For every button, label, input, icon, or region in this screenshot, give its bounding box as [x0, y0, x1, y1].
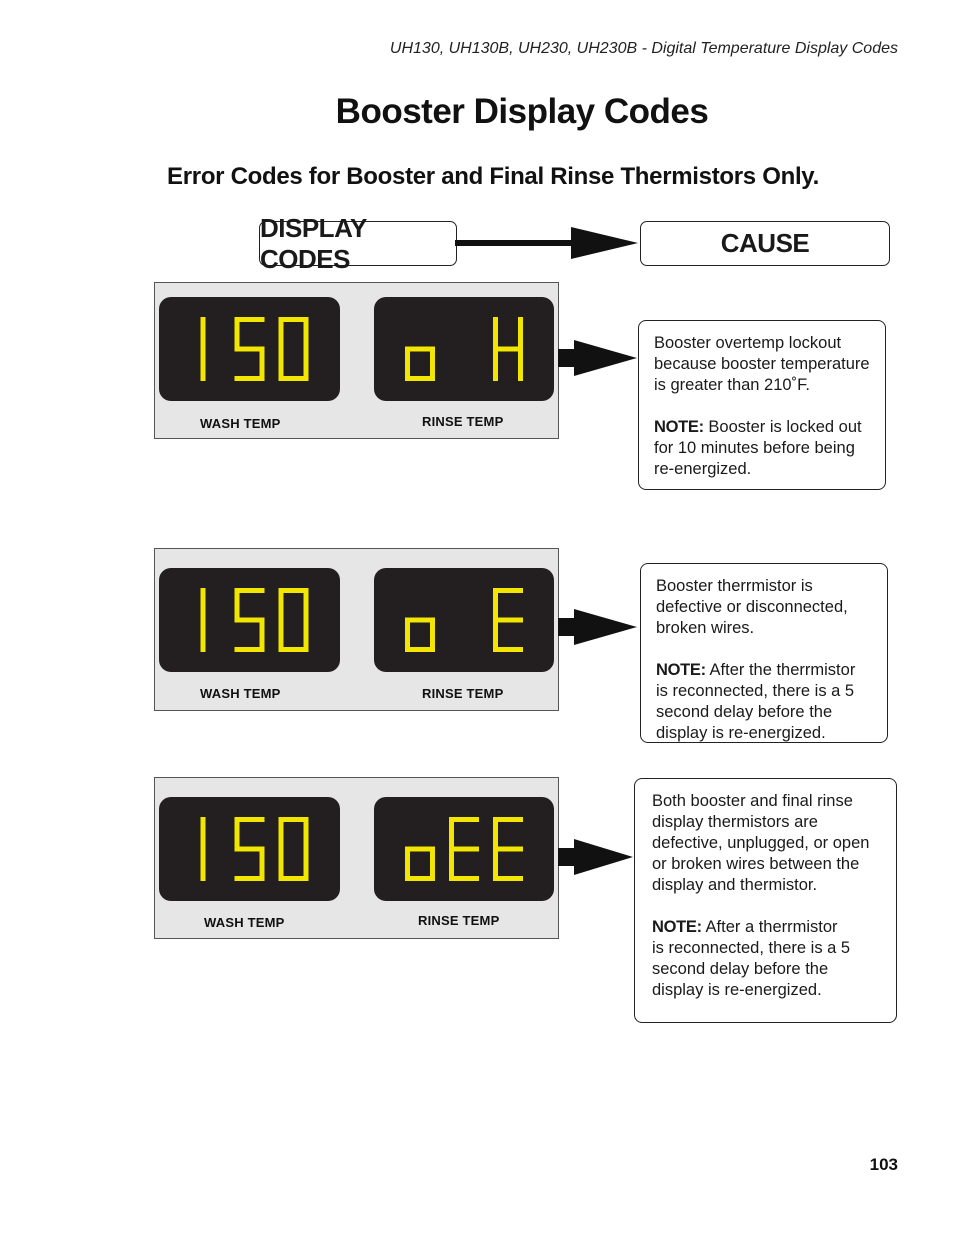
display-digit-1	[201, 588, 206, 652]
wash-temp-label: WASH TEMP	[200, 686, 281, 701]
segment-b	[518, 317, 523, 352]
segment-c	[304, 618, 309, 653]
segment-c	[260, 347, 265, 382]
display-codes-header: DISPLAY CODES	[259, 221, 457, 266]
segment-d	[235, 647, 265, 652]
rinse-temp-display	[374, 297, 554, 401]
segment-f	[235, 588, 240, 623]
segment-e	[449, 847, 454, 882]
segment-c	[430, 347, 435, 382]
segment-e	[279, 618, 284, 653]
segment-b	[201, 817, 206, 852]
segment-c	[260, 847, 265, 882]
segment-f	[449, 817, 454, 852]
segment-e	[279, 847, 284, 882]
section-subtitle: Error Codes for Booster and Final Rinse Thermistors Only.	[167, 163, 819, 190]
segment-c	[304, 347, 309, 382]
note-label: NOTE:	[654, 418, 704, 436]
display-digit-1	[201, 817, 206, 881]
display-digit-5	[235, 317, 265, 381]
segment-c	[260, 618, 265, 653]
segment-f	[493, 317, 498, 352]
note-text: After the therrmistor is reconnected, there is a 5 second delay before the display is re-energized.	[656, 661, 856, 742]
segment-c	[201, 347, 206, 382]
segment-c	[304, 847, 309, 882]
segment-g	[405, 618, 435, 623]
cause-box-row-2	[640, 563, 888, 743]
note-paragraph	[656, 660, 875, 744]
cause-arrow-icon	[558, 837, 634, 877]
note-paragraph	[654, 417, 873, 480]
cause-box-row-1	[638, 320, 886, 490]
segment-d	[235, 876, 265, 881]
display-digit-1	[201, 317, 206, 381]
display-digit-o	[405, 847, 435, 882]
seven-segment-readout	[159, 568, 340, 672]
wash-temp-label: WASH TEMP	[204, 915, 285, 930]
cause-text: Booster therrmistor is defective or disconnected, broken wires.	[656, 577, 848, 637]
page-title: Booster Display Codes	[335, 92, 709, 131]
seven-segment-readout	[159, 297, 340, 401]
segment-e	[493, 847, 498, 882]
note-label: NOTE:	[656, 661, 706, 679]
wash-temp-label: WASH TEMP	[200, 416, 281, 431]
display-digit-5	[235, 817, 265, 881]
note-text: After a therrmistor is reconnected, there is a 5 second delay before the display is re-energized.	[652, 918, 851, 999]
display-digit-o	[405, 347, 435, 382]
wash-temp-display	[159, 297, 340, 401]
segment-e	[405, 347, 410, 382]
cause-arrow-icon	[558, 607, 638, 647]
segment-b	[304, 317, 309, 352]
display-digit-E	[493, 817, 523, 881]
note-label: NOTE:	[652, 918, 702, 936]
cause-text: Both booster and final rinse display thermistors are defective, unplugged, or open or broken wires between the display and thermistor.	[652, 792, 870, 894]
display-digit-0	[279, 817, 309, 881]
segment-c	[518, 347, 523, 382]
segment-g	[493, 347, 523, 352]
note-paragraph	[652, 917, 884, 1001]
seven-segment-readout	[159, 797, 340, 901]
note-text: Booster is locked out for 10 minutes before being re-energized.	[654, 418, 862, 478]
wash-temp-display	[159, 568, 340, 672]
display-digit-5	[235, 588, 265, 652]
segment-b	[201, 588, 206, 623]
segment-f	[279, 817, 284, 852]
display-digit-E	[449, 817, 479, 881]
cause-header: CAUSE	[640, 221, 890, 266]
display-digit-0	[279, 317, 309, 381]
segment-f	[279, 317, 284, 352]
segment-d	[235, 376, 265, 381]
segment-f	[235, 817, 240, 852]
rinse-temp-label: RINSE TEMP	[422, 686, 504, 701]
segment-b	[304, 817, 309, 852]
segment-g	[405, 347, 435, 352]
rinse-temp-display	[374, 568, 554, 672]
segment-e	[405, 618, 410, 653]
segment-g	[449, 847, 479, 852]
cause-box-row-3	[634, 778, 897, 1023]
segment-g	[493, 618, 523, 623]
seven-segment-readout	[374, 568, 554, 672]
rinse-temp-label: RINSE TEMP	[422, 414, 504, 429]
segment-g	[493, 847, 523, 852]
segment-f	[493, 588, 498, 623]
segment-f	[235, 317, 240, 352]
cause-text: Booster overtemp lockout because booster temperature is greater than 210˚F.	[654, 334, 870, 394]
running-header: UH130, UH130B, UH230, UH230B - Digital Temperature Display Codes	[389, 40, 898, 57]
segment-e	[405, 847, 410, 882]
segment-c	[430, 847, 435, 882]
seven-segment-readout	[374, 297, 554, 401]
display-digit-0	[279, 588, 309, 652]
segment-c	[201, 847, 206, 882]
header-arrow-icon	[455, 224, 641, 262]
segment-e	[493, 618, 498, 653]
wash-temp-display	[159, 797, 340, 901]
seven-segment-readout	[374, 797, 554, 901]
segment-b	[304, 588, 309, 623]
segment-g	[405, 847, 435, 852]
rinse-temp-label: RINSE TEMP	[418, 913, 500, 928]
segment-c	[430, 618, 435, 653]
display-digit-H	[493, 317, 523, 381]
rinse-temp-display	[374, 797, 554, 901]
segment-f	[493, 817, 498, 852]
display-digit-E	[493, 588, 523, 652]
cause-arrow-icon	[558, 338, 638, 378]
segment-e	[279, 347, 284, 382]
segment-e	[493, 347, 498, 382]
display-digit-o	[405, 618, 435, 653]
segment-b	[201, 317, 206, 352]
segment-c	[201, 618, 206, 653]
segment-f	[279, 588, 284, 623]
page-number: 103	[869, 1155, 898, 1174]
